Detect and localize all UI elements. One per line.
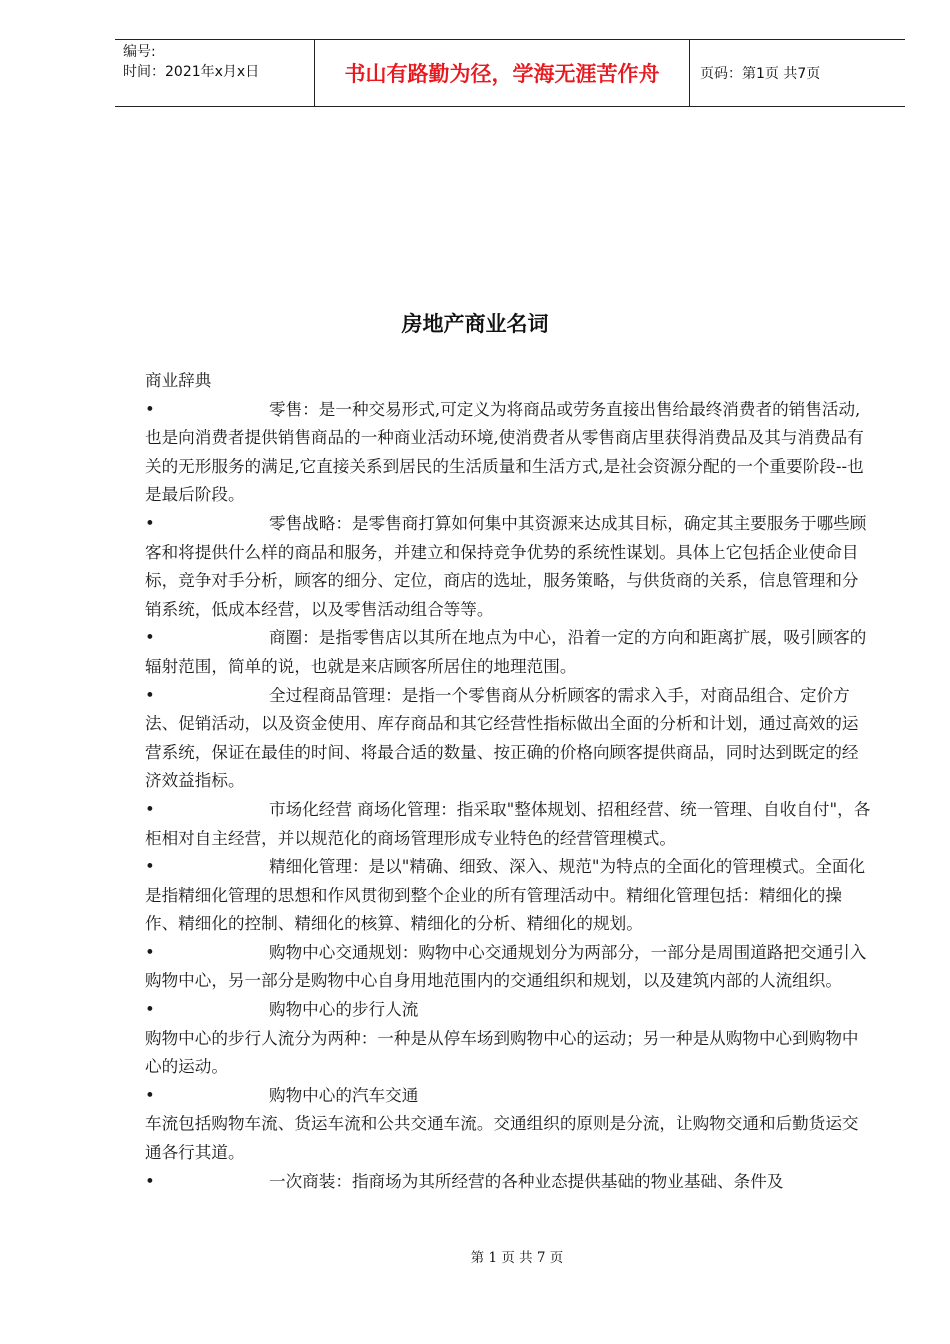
- entry-retail-strategy: [145, 510, 873, 624]
- bullet: •: [145, 685, 155, 705]
- section-heading: 商业辞典: [145, 371, 212, 390]
- entry-trade-area: [145, 624, 873, 681]
- bullet: •: [145, 628, 155, 648]
- document-header: [115, 39, 905, 107]
- entry-text: 商圈：是指零售店以其所在地点为中心，沿着一定的方向和距离扩展，吸引顾客的辐射范围，简单的说，也就是来店顾客所居住的地理范围。: [145, 628, 867, 676]
- time-label: 时间：2021年x月x日: [123, 64, 260, 80]
- entry-text: 全过程商品管理：是指一个零售商从分析顾客的需求入手，对商品组合、定价方法、促销活动，以及资金使用、库存商品和其它经营性指标做出全面的分析和计划，通过高效的运营系统，保证在最佳的时间、将最合适的数量、按正确的价格向顾客提供商品，同时达到既定的经济效益指标。: [145, 685, 859, 791]
- bullet: •: [145, 399, 155, 419]
- page-footer: 第 1 页 共 7 页: [470, 1250, 564, 1266]
- entry-retail: [145, 396, 873, 510]
- entry-refined-management: [145, 853, 873, 939]
- entry-text: 购物中心的步行人流: [269, 1000, 419, 1020]
- entry-full-process: [145, 682, 873, 796]
- entry-pedestrian: [145, 996, 873, 1025]
- bullet: •: [145, 1000, 155, 1020]
- number-label: 编号:: [123, 44, 156, 60]
- header-motto: 书山有路勤为径，学海无涯苦作舟: [315, 40, 690, 106]
- entry-text: 购物中心的汽车交通: [269, 1085, 419, 1105]
- bullet: •: [145, 1085, 155, 1105]
- entry-text: 市场化经营 商场化管理：指采取"整体规划、招租经营、统一管理、自收自付"，各柜相对自主经营，并以规范化的商场管理形成专业特色的经营管理模式。: [145, 799, 871, 848]
- entry-text: 精细化管理：是以"精确、细致、深入、规范"为特点的全面化的管理模式。全面化是指精细化管理的思想和作风贯彻到整个企业的所有管理活动中。精细化管理包括：精细化的操作、精细化的控制、精细化的核算、精细化的分析、精细化的规划。: [145, 857, 866, 934]
- entry-text: 零售：是一种交易形式,可定义为将商品或劳务直接出售给最终消费者的销售活动,也是向消费者提供销售商品的一种商业活动环境,使消费者从零售商店里获得消费品及其与消费品有关的无形服务的满足,它直接关系到居民的生活质量和生活方式,是社会资源分配的一个重要阶段--也是最后阶段。: [145, 399, 864, 505]
- entry-traffic-planning: [145, 939, 873, 996]
- header-page-info: 页码：第1页 共7页: [700, 66, 821, 82]
- paragraph-car-traffic: 车流包括购物车流、货运车流和公共交通车流。交通组织的原则是分流，让购物交通和后勤货运交通各行其道。: [145, 1114, 859, 1163]
- entry-text: 一次商装：指商场为其所经营的各种业态提供基础的物业基础、条件及: [269, 1171, 784, 1191]
- entry-market-management: [145, 796, 873, 853]
- entry-text: 购物中心交通规划：购物中心交通规划分为两部分，一部分是周围道路把交通引入购物中心，另一部分是购物中心自身用地范围内的交通组织和规划，以及建筑内部的人流组织。: [145, 942, 867, 991]
- bullet: •: [145, 942, 155, 962]
- paragraph-pedestrian: 购物中心的步行人流分为两种：一种是从停车场到购物中心的运动；另一种是从购物中心到购物中心的运动。: [145, 1028, 859, 1077]
- entry-text: 零售战略：是零售商打算如何集中其资源来达成其目标，确定其主要服务于哪些顾客和将提供什么样的商品和服务，并建立和保持竞争优势的系统性谋划。具体上它包括企业使命目标，竞争对手分析，顾客的细分、定位，商店的选址，服务策略，与供货商的关系，信息管理和分销系统，低成本经营，以及零售活动组合等等。: [145, 513, 867, 619]
- entry-car-traffic: [145, 1082, 873, 1111]
- bullet: •: [145, 799, 155, 819]
- bullet: •: [145, 857, 155, 877]
- document-title: 房地产商业名词: [401, 312, 549, 336]
- header-meta: [115, 40, 315, 106]
- bullet: •: [145, 1171, 155, 1191]
- document-body: [145, 367, 873, 1196]
- bullet: •: [145, 513, 155, 533]
- entry-first-fitout: [145, 1168, 873, 1197]
